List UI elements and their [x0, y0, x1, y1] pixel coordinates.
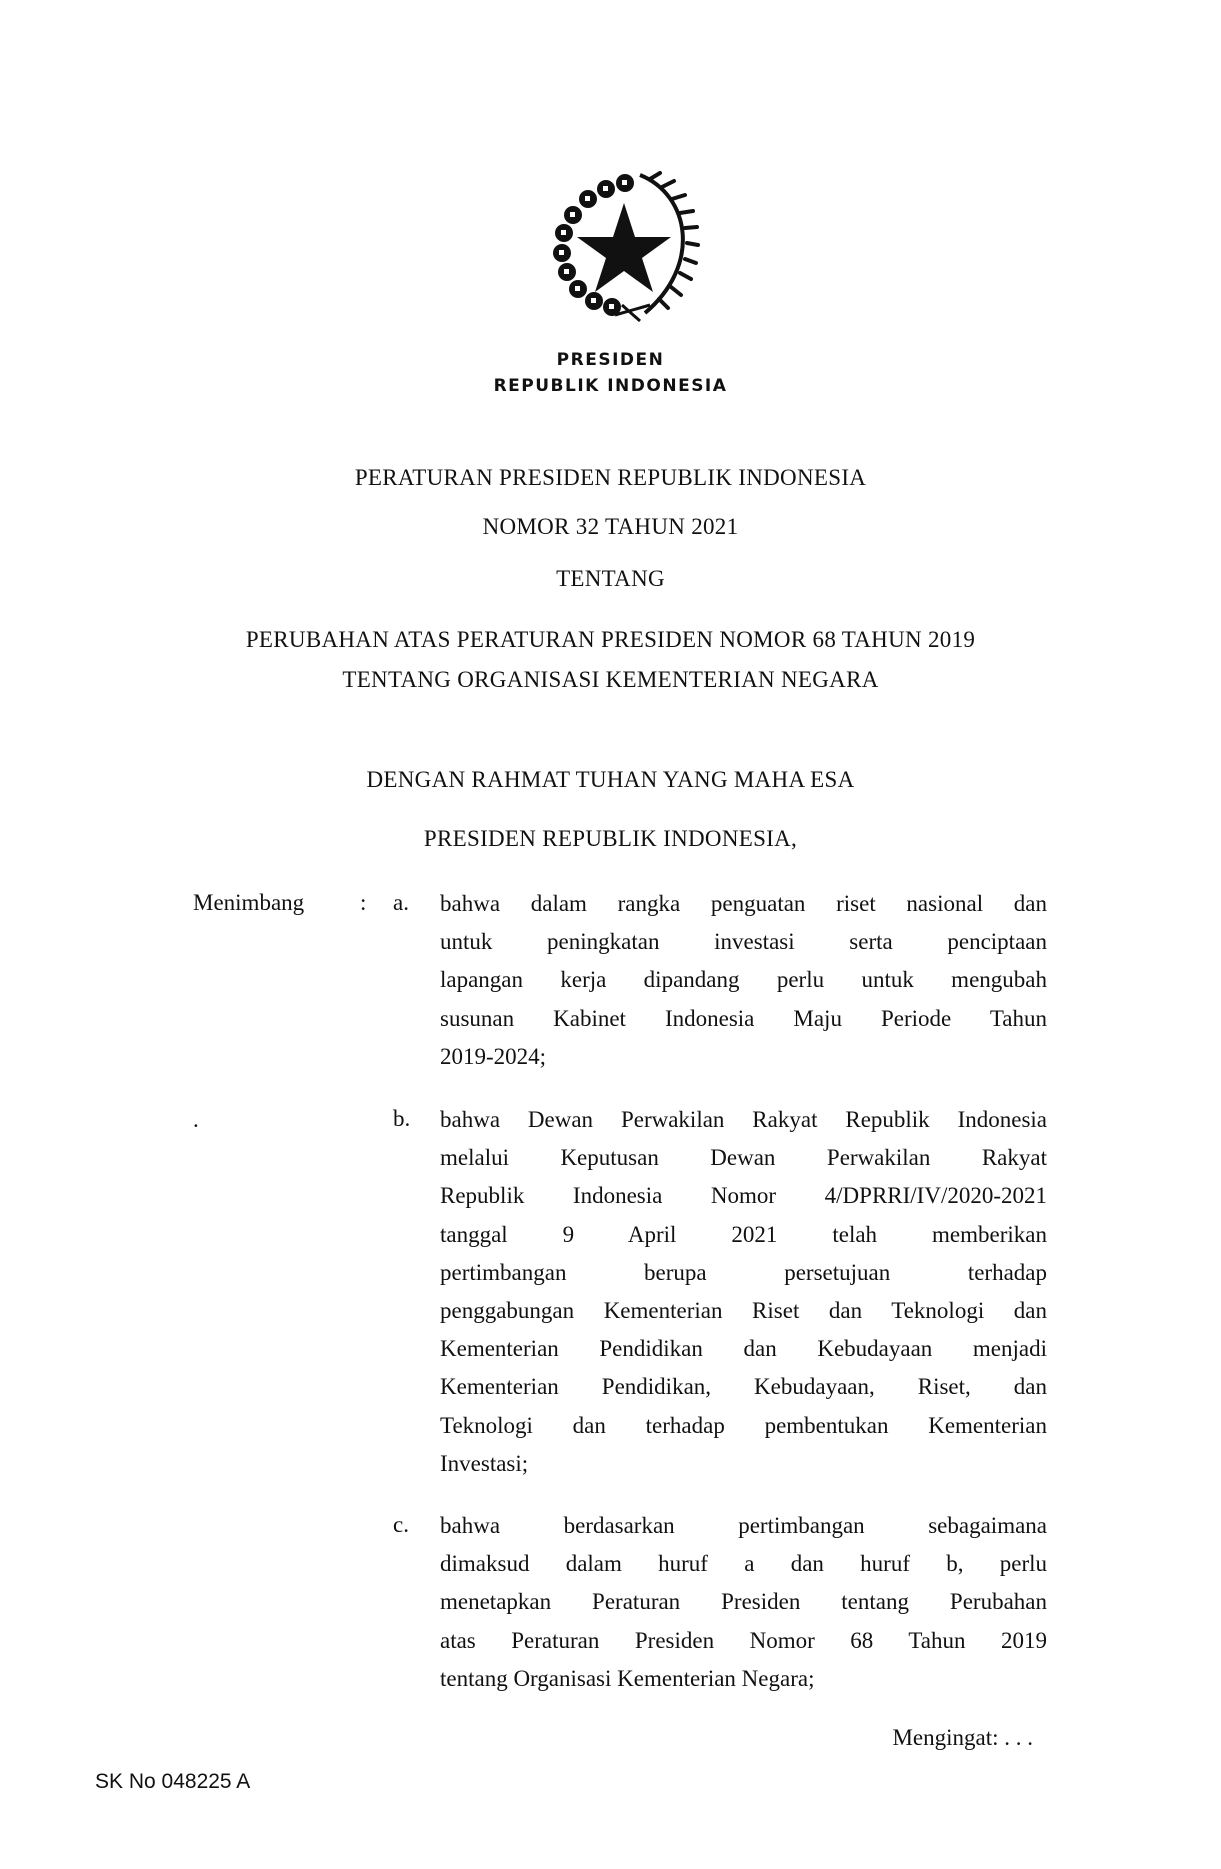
item-a-text: [440, 885, 1047, 1076]
item-marker-b: b.: [393, 1106, 411, 1131]
text-line: pertimbangan berupa persetujuan terhadap: [440, 1259, 1047, 1285]
text-line: Republik Indonesia Nomor 4/DPRRI/IV/2020-2021: [440, 1183, 1047, 1209]
regulation-subject-line1: PERUBAHAN ATAS PERATURAN PRESIDEN NOMOR 68 TAHUN 2019: [245, 627, 976, 652]
text-line: menetapkan Peraturan Presiden tentang Perubahan: [440, 1589, 1047, 1615]
text-line: penggabungan Kementerian Riset dan Teknologi dan: [440, 1297, 1047, 1323]
menimbang-label: Menimbang: [193, 890, 305, 915]
preamble-invocation: DENGAN RAHMAT TUHAN YANG MAHA ESA: [366, 767, 855, 792]
text-line: bahwa dalam rangka penguatan riset nasional dan: [440, 891, 1047, 916]
item-marker-a: a.: [393, 890, 409, 915]
text-line: melalui Keputusan Dewan Perwakilan Rakyat: [440, 1145, 1047, 1171]
regulation-number: NOMOR 32 TAHUN 2021: [482, 514, 739, 539]
text-line: atas Peraturan Presiden Nomor 68 Tahun 2019: [440, 1627, 1047, 1653]
text-line: Kementerian Pendidikan dan Kebudayaan menjadi: [440, 1336, 1047, 1362]
regulation-tentang: TENTANG: [556, 566, 665, 591]
text-line: Teknologi dan terhadap pembentukan Kementerian: [440, 1412, 1047, 1438]
text-line: dimaksud dalam huruf a dan huruf b, perlu: [440, 1551, 1047, 1577]
letterhead-presiden: PRESIDEN: [556, 350, 665, 370]
letterhead-republik-indonesia: REPUBLIK INDONESIA: [493, 376, 728, 396]
sk-number: SK No 048225 A: [95, 1770, 251, 1793]
text-line: Investasi;: [440, 1450, 529, 1476]
stray-mark: .: [193, 1107, 199, 1132]
text-line: lapangan kerja dipandang perlu untuk mengubah: [440, 967, 1047, 993]
text-line: susunan Kabinet Indonesia Maju Periode Tahun: [440, 1005, 1047, 1031]
text-line: bahwa Dewan Perwakilan Rakyat Republik Indonesia: [440, 1107, 1047, 1132]
text-line: tentang Organisasi Kementerian Negara;: [440, 1665, 815, 1691]
text-line: tanggal 9 April 2021 telah memberikan: [440, 1221, 1047, 1247]
item-b-text: [440, 1101, 1047, 1483]
text-line: bahwa berdasarkan pertimbangan sebagaimana: [440, 1513, 1047, 1538]
text-line: untuk peningkatan investasi serta penciptaan: [440, 929, 1047, 955]
regulation-subject-line2: TENTANG ORGANISASI KEMENTERIAN NEGARA: [342, 667, 879, 692]
continuation-mengingat: Mengingat: . . .: [892, 1725, 1033, 1750]
preamble-president: PRESIDEN REPUBLIK INDONESIA,: [423, 826, 798, 851]
garuda-star-wreath-emblem-icon: [540, 165, 705, 330]
text-line: 2019-2024;: [440, 1043, 547, 1069]
item-marker-c: c.: [393, 1512, 409, 1537]
item-c-text: [440, 1507, 1047, 1698]
menimbang-colon: :: [360, 890, 367, 915]
text-line: Kementerian Pendidikan, Kebudayaan, Riset, dan: [440, 1374, 1047, 1400]
regulation-title: PERATURAN PRESIDEN REPUBLIK INDONESIA: [354, 465, 867, 490]
